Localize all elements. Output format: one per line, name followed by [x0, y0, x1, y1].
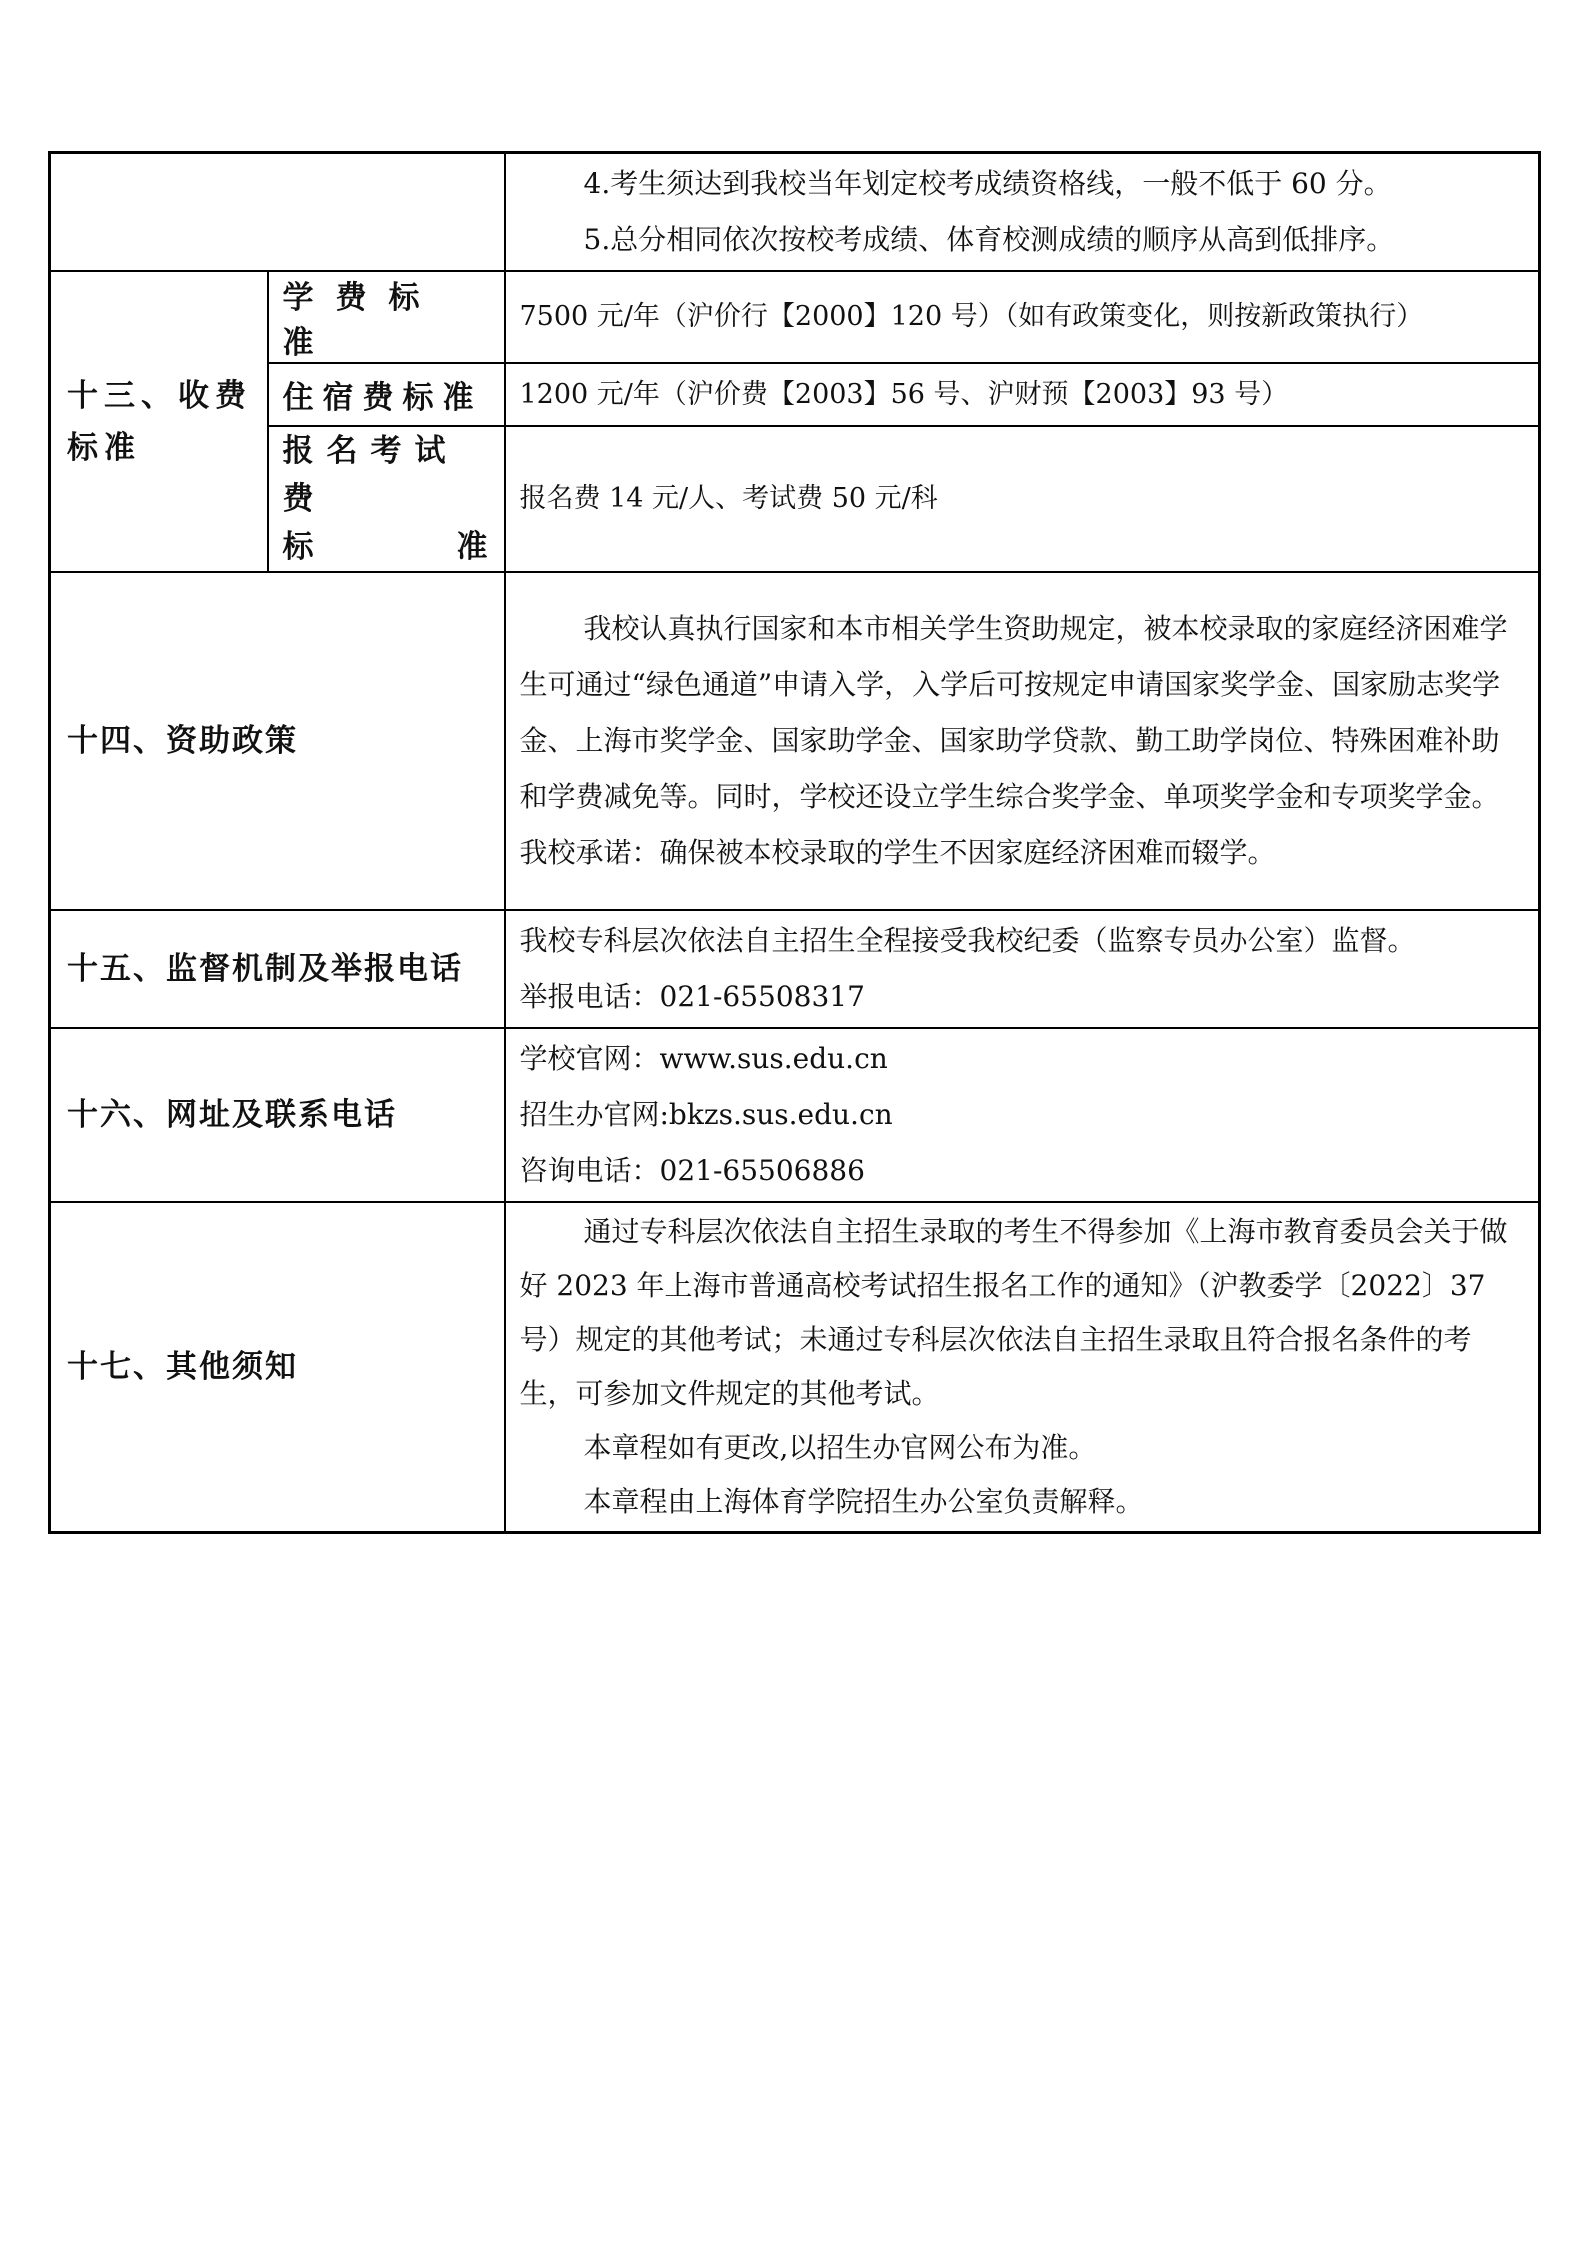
- accommodation-label: 住宿费标准: [282, 380, 483, 416]
- table-row: [50, 271, 1540, 363]
- accommodation-label-cell: [268, 363, 505, 426]
- other-note-2: 本章程如有更改,以招生办官网公布为准。: [583, 1431, 1097, 1464]
- report-phone: 举报电话：021-65508317: [519, 980, 865, 1013]
- table-row: [50, 153, 1540, 272]
- table-row: [50, 572, 1540, 910]
- tuition-label-cell: [268, 271, 505, 363]
- contact-cell: [505, 1028, 1540, 1202]
- other-note-1: 通过专科层次依法自主招生录取的考生不得参加《上海市教育委员会关于做好 2023 年上海市普通高校考试招生报名工作的通知》（沪教委学〔2022〕37 号）规定的其他考试；未通过专科层次依法自主招生录取且符合报名条件的考生，可参加文件规定的其他考试。: [519, 1215, 1508, 1410]
- rule-line-5: 5.总分相同依次按校考成绩、体育校测成绩的顺序从高到低排序。: [583, 223, 1395, 256]
- section-aid-label: 十四、资助政策: [50, 572, 505, 910]
- consult-phone: 咨询电话：021-65506886: [519, 1154, 865, 1187]
- aid-text: 我校认真执行国家和本市相关学生资助规定，被本校录取的家庭经济困难学生可通过“绿色通道”申请入学，入学后可按规定申请国家奖学金、国家励志奖学金、上海市奖学金、国家助学金、国家助学贷款、勤工助学岗位、特殊困难补助和学费减免等。同时，学校还设立学生综合奖学金、单项奖学金和专项奖学金。我校承诺：确保被本校录取的学生不因家庭经济困难而辍学。: [519, 612, 1508, 869]
- school-website: 学校官网：www.sus.edu.cn: [519, 1042, 888, 1075]
- empty-label-cell: [50, 153, 505, 272]
- exam-fee-label-line1: 报名考试费: [282, 433, 459, 517]
- table-row: [50, 426, 1540, 572]
- rule-line-4: 4.考生须达到我校当年划定校考成绩资格线，一般不低于 60 分。: [583, 167, 1392, 200]
- exam-fee-value: 报名费 14 元/人、考试费 50 元/科: [505, 426, 1540, 572]
- table-row: [50, 1028, 1540, 1202]
- exam-fee-label-line2: 标 准: [282, 529, 490, 565]
- table-row: [50, 910, 1540, 1028]
- section-other-label: 十七、其他须知: [50, 1202, 505, 1533]
- other-notes-cell: [505, 1202, 1540, 1533]
- table-row: [50, 1202, 1540, 1533]
- rules-continuation-cell: [505, 153, 1540, 272]
- accommodation-value: 1200 元/年（沪价费【2003】56 号、沪财预【2003】93 号）: [505, 363, 1540, 426]
- admission-rules-table: [48, 151, 1541, 1534]
- exam-fee-label-cell: [268, 426, 505, 572]
- section-fees-label: 十三、收费标准: [50, 271, 268, 572]
- aid-text-cell: [505, 572, 1540, 910]
- supervision-text: 我校专科层次依法自主招生全程接受我校纪委（监察专员办公室）监督。: [519, 924, 1416, 957]
- tuition-value: 7500 元/年（沪价行【2000】120 号）（如有政策变化，则按新政策执行）: [505, 271, 1540, 363]
- section-contact-label: 十六、网址及联系电话: [50, 1028, 505, 1202]
- admissions-website: 招生办官网:bkzs.sus.edu.cn: [519, 1098, 893, 1131]
- other-note-3: 本章程由上海体育学院招生办公室负责解释。: [583, 1485, 1144, 1518]
- supervision-cell: [505, 910, 1540, 1028]
- tuition-label: 学费标准: [282, 280, 442, 361]
- table-row: [50, 363, 1540, 426]
- section-supervision-label: 十五、监督机制及举报电话: [50, 910, 505, 1028]
